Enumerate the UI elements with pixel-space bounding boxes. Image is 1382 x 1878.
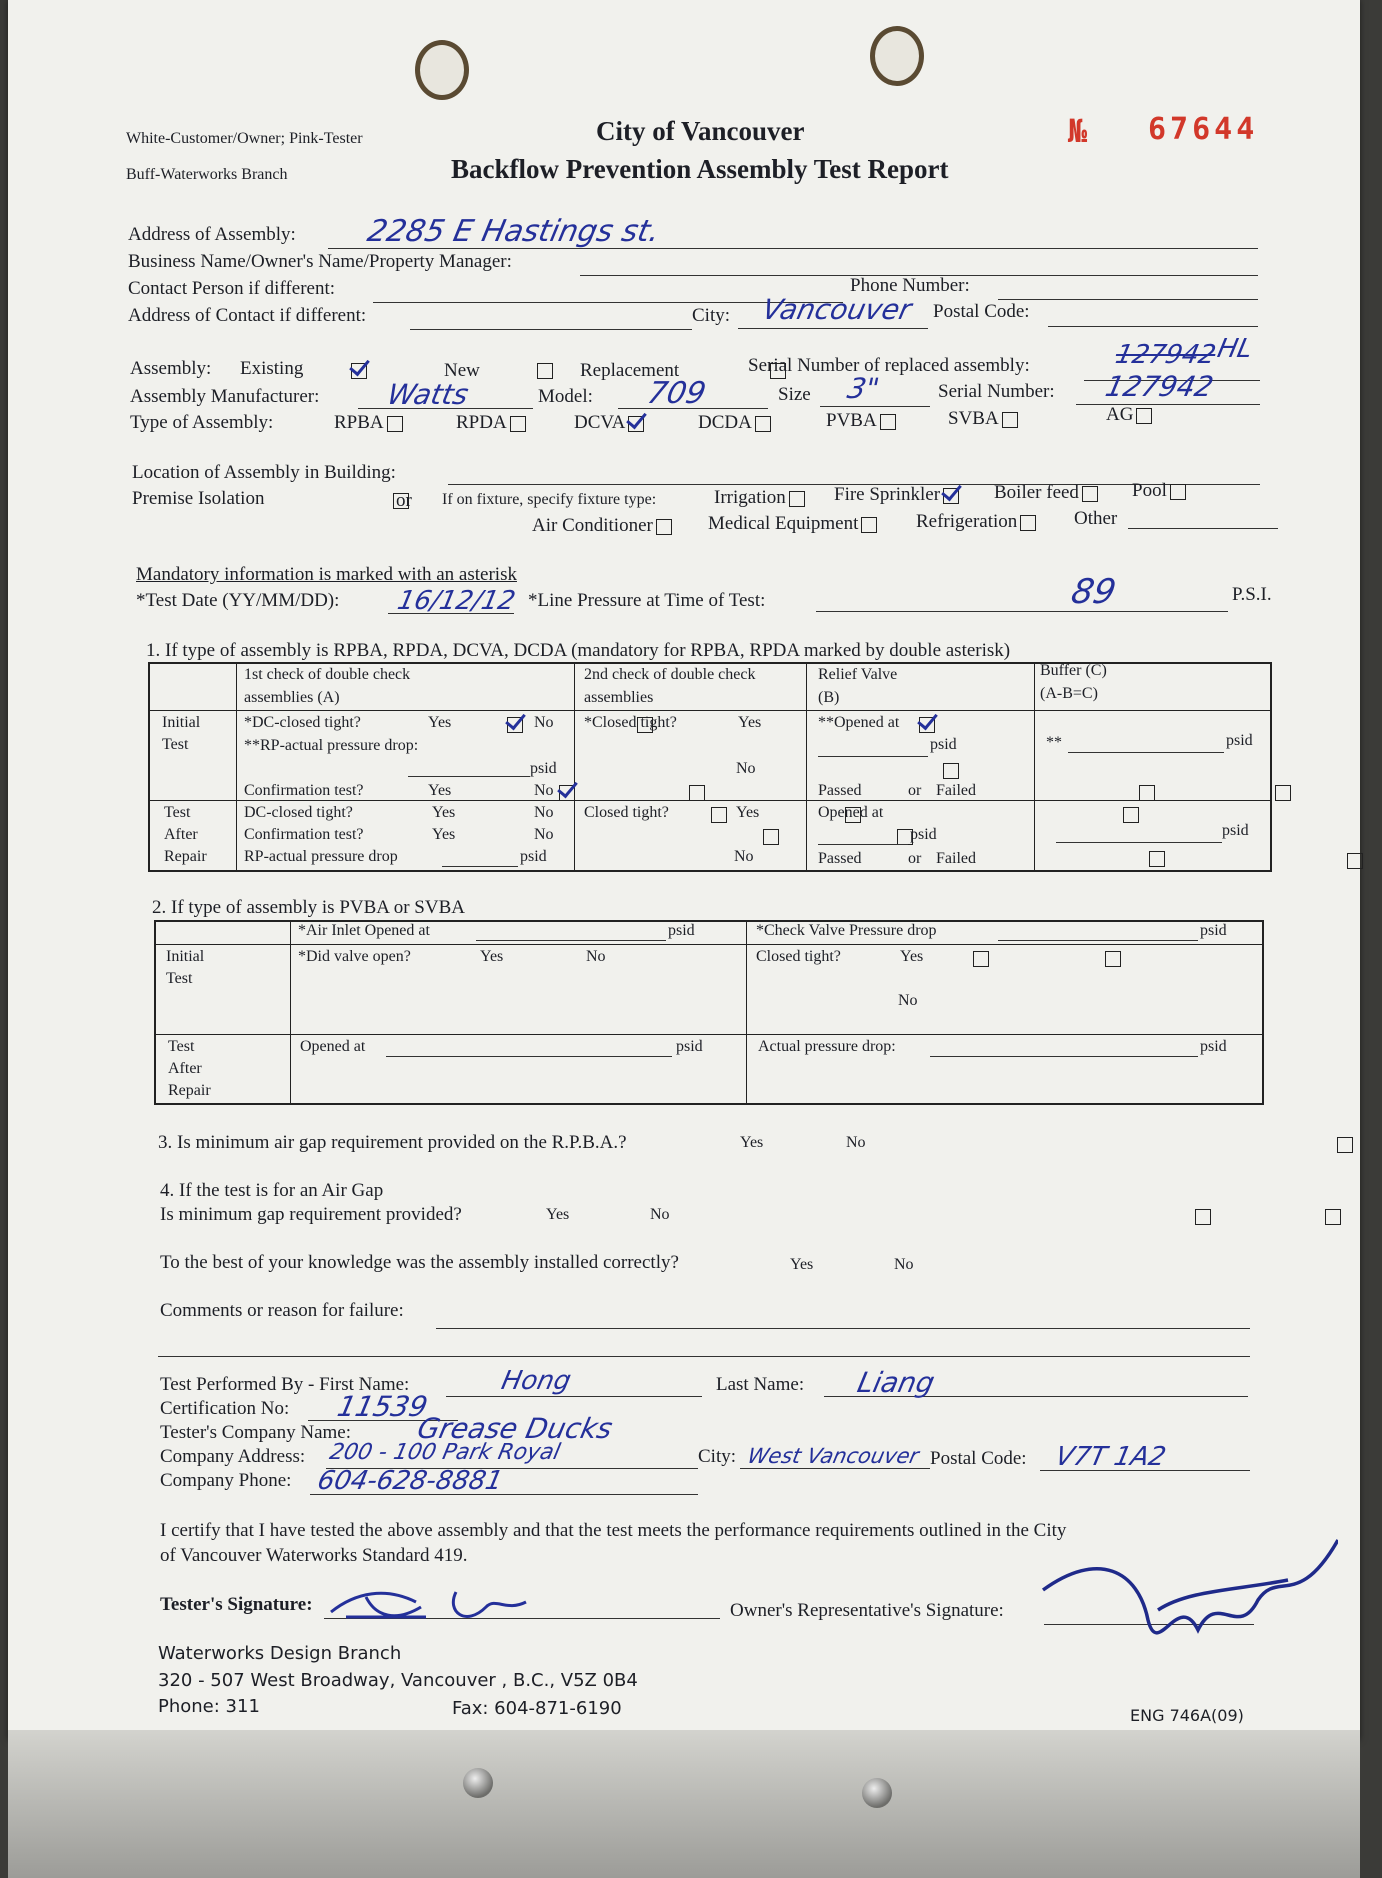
pool-item — [1132, 480, 1189, 502]
other-label: Other — [1074, 508, 1118, 529]
yes-label: Yes — [480, 948, 504, 965]
medical-item — [708, 513, 880, 535]
rp-drop-line[interactable] — [442, 866, 518, 867]
repair-confirm-yes-checkbox[interactable] — [763, 829, 779, 845]
irrigation-item — [714, 487, 808, 509]
table-divider — [746, 920, 747, 1105]
col-a-header: 1st check of double check — [244, 666, 411, 683]
cert-value[interactable]: 11539 — [334, 1390, 431, 1423]
contact-address-label: Address of Contact if different: — [128, 305, 367, 326]
boiler-checkbox[interactable] — [1082, 486, 1098, 502]
type-svba-label: SVBA — [948, 408, 999, 429]
rpda-checkbox[interactable] — [510, 416, 526, 432]
other-line[interactable] — [1128, 528, 1278, 529]
serial-label: Serial Number: — [938, 381, 1055, 402]
passed-checkbox[interactable] — [1139, 785, 1155, 801]
buffer-line[interactable] — [1068, 752, 1224, 753]
serial-value[interactable]: 127942 — [1102, 370, 1217, 403]
rivet — [463, 1768, 493, 1798]
comments-label: Comments or reason for failure: — [160, 1300, 404, 1321]
psid-unit: psid — [668, 922, 695, 939]
report-form — [8, 0, 1360, 1740]
col-d-header: (A-B=C) — [1040, 685, 1098, 702]
psid-unit: psid — [1200, 1038, 1227, 1055]
address-value[interactable]: 2285 E Hastings st. — [364, 214, 663, 249]
table-row-divider — [148, 710, 1272, 711]
line-pressure-value[interactable]: 89 — [1067, 572, 1120, 612]
copies-note: White-Customer/Owner; Pink-Tester — [126, 130, 363, 147]
dc-closed-label: *DC-closed tight? — [244, 714, 361, 731]
serial-line — [1076, 404, 1260, 405]
initial-test-label: Test — [162, 736, 189, 753]
first-name-line — [446, 1396, 702, 1397]
company-name-label: Tester's Company Name: — [160, 1422, 351, 1443]
type-pvba — [826, 410, 899, 432]
confirm-label: Confirmation test? — [244, 826, 364, 843]
installed-question: To the best of your knowledge was the assembly installed correctly? — [160, 1252, 679, 1273]
opened-at-label: **Opened at — [818, 714, 900, 731]
yes-label: Yes — [546, 1206, 570, 1223]
report-title: Backflow Prevention Assembly Test Report — [451, 154, 949, 184]
confirm-yes-checkbox[interactable] — [559, 785, 575, 801]
closed-tight-label: Closed tight? — [756, 948, 841, 965]
did-open-yes-checkbox[interactable] — [973, 951, 989, 967]
test-after-repair-label: Test — [168, 1038, 195, 1055]
repair-closed-yes-checkbox[interactable] — [1123, 807, 1139, 823]
company-address-label: Company Address: — [160, 1446, 306, 1467]
clipboard-edge — [8, 1730, 1360, 1878]
irrigation-checkbox[interactable] — [789, 491, 805, 507]
company-city-value[interactable]: West Vancouver — [745, 1444, 921, 1468]
check-valve-label: *Check Valve Pressure drop — [756, 922, 937, 939]
footer-fax: Fax: 604-871-6190 — [452, 1698, 622, 1719]
no-label: No — [534, 804, 554, 821]
rivet — [862, 1778, 892, 1808]
section2-title: 2. If type of assembly is PVBA or SVBA — [152, 897, 465, 918]
no-label: No — [736, 760, 756, 777]
test-date-label: *Test Date (YY/MM/DD): — [136, 590, 340, 611]
footer-phone: Phone: 311 — [158, 1696, 260, 1717]
no-label: No — [734, 848, 754, 865]
svba-checkbox[interactable] — [1002, 412, 1018, 428]
manufacturer-label: Assembly Manufacturer: — [130, 386, 320, 407]
size-label: Size — [778, 384, 811, 405]
psi-unit: P.S.I. — [1232, 584, 1272, 605]
failed-label: Failed — [936, 782, 976, 799]
postal-line[interactable] — [1048, 326, 1258, 327]
assembly-label: Assembly: — [130, 358, 212, 379]
existing-checkbox[interactable] — [351, 363, 367, 379]
cert-label: Certification No: — [160, 1398, 290, 1419]
yes-label: Yes — [432, 804, 456, 821]
air-inlet-label: *Air Inlet Opened at — [298, 922, 430, 939]
air-item — [532, 515, 675, 537]
boiler-item — [994, 482, 1101, 504]
table-divider — [574, 662, 575, 872]
city-label: City: — [692, 305, 731, 326]
no-label: No — [898, 992, 918, 1009]
opened-at-line[interactable] — [818, 756, 928, 757]
repair-closed-no-checkbox[interactable] — [1149, 851, 1165, 867]
col-c-header: Relief Valve — [818, 666, 898, 683]
opened-at-line[interactable] — [386, 1056, 672, 1057]
type-dcva-label: DCVA — [574, 412, 626, 433]
repair-passed-checkbox[interactable] — [1347, 853, 1363, 869]
type-rpba-label: RPBA — [334, 412, 384, 433]
did-open-label: *Did valve open? — [298, 948, 411, 965]
yes-label: Yes — [736, 804, 760, 821]
tester-signature — [326, 1572, 546, 1632]
city-value[interactable]: Vancouver — [759, 293, 915, 326]
model-value[interactable]: 709 — [644, 376, 709, 411]
table-divider — [290, 920, 291, 1105]
air-checkbox[interactable] — [656, 519, 672, 535]
test-after-repair-label: After — [168, 1060, 202, 1077]
air-inlet-line[interactable] — [476, 940, 666, 941]
type-ag — [1106, 404, 1155, 426]
irrigation-label: Irrigation — [714, 487, 786, 508]
buffer-star: ** — [1046, 734, 1062, 751]
type-dcda — [698, 412, 774, 434]
section3-question: 3. Is minimum air gap requirement provided on the R.P.B.A.? — [158, 1132, 627, 1153]
rp-drop-label: **RP-actual pressure drop: — [244, 737, 419, 754]
opened-at-label: Opened at — [300, 1038, 366, 1055]
line-pressure-line — [816, 611, 1228, 612]
refrigeration-checkbox[interactable] — [1020, 515, 1036, 531]
no-label: No — [846, 1134, 866, 1151]
psid-unit: psid — [910, 826, 937, 843]
opened-at-label: Opened at — [818, 804, 884, 821]
mandatory-note: Mandatory information is marked with an asterisk — [136, 564, 517, 585]
test-after-repair-label: After — [164, 826, 198, 843]
phone-line[interactable] — [998, 299, 1258, 300]
closed-tight-label: *Closed tight? — [584, 714, 677, 731]
no-label: No — [894, 1256, 914, 1273]
location-label: Location of Assembly in Building: — [132, 462, 396, 483]
table-divider — [1034, 662, 1035, 872]
company-city-line — [740, 1468, 930, 1469]
postal-label: Postal Code: — [933, 301, 1030, 322]
fire-checkbox[interactable] — [943, 488, 959, 504]
yes-label: Yes — [738, 714, 762, 731]
business-label: Business Name/Owner's Name/Property Manager: — [128, 251, 512, 272]
dc-closed-yes-checkbox[interactable] — [507, 717, 523, 733]
test-date-value[interactable]: 16/12/12 — [394, 586, 518, 616]
psid-unit: psid — [930, 736, 957, 753]
initial-test-label: Initial — [162, 714, 201, 731]
form-number-label: № — [1068, 112, 1092, 150]
no-label: No — [534, 782, 554, 799]
table-row-divider — [154, 944, 1264, 945]
gap-yes-checkbox[interactable] — [1195, 1209, 1211, 1225]
boiler-label: Boiler feed — [994, 482, 1079, 503]
comments-line[interactable] — [158, 1356, 1250, 1357]
or-label: or — [908, 850, 922, 867]
company-city-label: City: — [698, 1446, 737, 1467]
psid-unit: psid — [1226, 732, 1253, 749]
closed-tight-label: Closed tight? — [584, 804, 669, 821]
fire-label: Fire Sprinkler — [834, 484, 941, 505]
last-name-label: Last Name: — [716, 1374, 805, 1395]
type-pvba-label: PVBA — [826, 410, 877, 431]
repair-dc-yes-checkbox[interactable] — [711, 807, 727, 823]
failed-checkbox[interactable] — [1275, 785, 1291, 801]
test-after-repair-label: Repair — [168, 1082, 211, 1099]
binder-hole — [870, 26, 924, 86]
company-phone-value[interactable]: 604-628-8881 — [314, 1466, 506, 1496]
yes-label: Yes — [740, 1134, 764, 1151]
certify-text: I certify that I have tested the above assembly and that the test meets the performance requirements outlined in the City — [160, 1520, 1067, 1541]
company-address-value[interactable]: 200 - 100 Park Royal — [327, 1440, 563, 1465]
psid-unit: psid — [520, 848, 547, 865]
new-label: New — [444, 360, 480, 381]
psid-unit: psid — [1222, 822, 1249, 839]
section4-question: Is minimum gap requirement provided? — [160, 1204, 462, 1225]
company-phone-label: Company Phone: — [160, 1470, 292, 1491]
type-rpda-label: RPDA — [456, 412, 507, 433]
pool-checkbox[interactable] — [1170, 484, 1186, 500]
medical-checkbox[interactable] — [861, 517, 877, 533]
dcva-checkbox[interactable] — [628, 416, 644, 432]
type-rpba — [334, 412, 406, 434]
tester-signature-label: Tester's Signature: — [160, 1594, 313, 1615]
footer-branch: Waterworks Design Branch — [158, 1643, 402, 1664]
type-dcva — [574, 412, 647, 434]
initial-test-label: Test — [166, 970, 193, 987]
comments-line[interactable] — [436, 1328, 1250, 1329]
airgap-yes-checkbox[interactable] — [1337, 1137, 1353, 1153]
existing-label: Existing — [240, 358, 304, 379]
line-pressure-label: *Line Pressure at Time of Test: — [528, 590, 766, 611]
contact-label: Contact Person if different: — [128, 278, 336, 299]
yes-label: Yes — [428, 714, 452, 731]
contact-address-line[interactable] — [410, 329, 692, 330]
refrigeration-item — [916, 511, 1039, 533]
footer-address: 320 - 507 West Broadway, Vancouver , B.C., V5Z 0B4 — [158, 1670, 638, 1691]
col-a-header: assemblies (A) — [244, 689, 340, 706]
pvba-checkbox[interactable] — [880, 414, 896, 430]
confirm-no-checkbox[interactable] — [689, 785, 705, 801]
confirm-label: Confirmation test? — [244, 782, 364, 799]
city-title: City of Vancouver — [596, 116, 805, 146]
no-label: No — [650, 1206, 670, 1223]
company-postal-label: Postal Code: — [930, 1448, 1027, 1469]
form-number: 67644 — [1148, 112, 1259, 147]
rp-drop-label: RP-actual pressure drop — [244, 848, 398, 865]
owner-signature — [1038, 1530, 1338, 1670]
medical-label: Medical Equipment — [708, 513, 859, 534]
type-label: Type of Assembly: — [130, 412, 274, 433]
type-rpda — [456, 412, 529, 434]
binder-hole — [415, 40, 469, 100]
type-svba — [948, 408, 1021, 430]
no-label: No — [534, 714, 554, 731]
ag-checkbox[interactable] — [1136, 408, 1152, 424]
or-label: or — [908, 782, 922, 799]
table-divider — [236, 662, 237, 872]
actual-drop-label: Actual pressure drop: — [758, 1038, 896, 1055]
table-row-divider — [148, 800, 1272, 801]
form-code: ENG 746A(09) — [1130, 1706, 1244, 1725]
did-open-no-checkbox[interactable] — [1105, 951, 1121, 967]
col-c-header: (B) — [818, 689, 840, 706]
closed-tight-yes-checkbox[interactable] — [919, 717, 935, 733]
certify-text: of Vancouver Waterworks Standard 419. — [160, 1545, 468, 1566]
table-divider — [806, 662, 807, 872]
opened-at-line[interactable] — [818, 844, 908, 845]
initial-test-label: Initial — [166, 948, 205, 965]
yes-label: Yes — [790, 1256, 814, 1273]
manufacturer-value[interactable]: Watts — [384, 378, 472, 411]
first-name-value[interactable]: Hong — [498, 1366, 574, 1396]
closed-tight-no-checkbox[interactable] — [943, 763, 959, 779]
dc-closed-label: DC-closed tight? — [244, 804, 353, 821]
type-ag-label: AG — [1106, 404, 1134, 425]
fire-item — [834, 484, 962, 506]
first-name-label: Test Performed By - First Name: — [160, 1374, 410, 1395]
psid-unit: psid — [1200, 922, 1227, 939]
col-b-header: 2nd check of double check — [584, 666, 756, 683]
yes-label: Yes — [428, 782, 452, 799]
no-label: No — [586, 948, 606, 965]
refrigeration-label: Refrigeration — [916, 511, 1018, 532]
yes-label: Yes — [432, 826, 456, 843]
new-checkbox[interactable] — [537, 363, 553, 379]
col-b-header: assemblies — [584, 689, 654, 706]
company-postal-value[interactable]: V7T 1A2 — [1052, 1442, 1169, 1472]
test-after-repair-label: Test — [164, 804, 191, 821]
test-after-repair-label: Repair — [164, 848, 207, 865]
copies-note: Buff-Waterworks Branch — [126, 166, 288, 183]
model-label: Model: — [538, 386, 593, 407]
serial-replaced-note: HL — [1214, 334, 1256, 364]
passed-label: Passed — [818, 782, 862, 799]
gap-no-checkbox[interactable] — [1325, 1209, 1341, 1225]
company-name-value[interactable]: Grease Ducks — [414, 1412, 616, 1445]
col-d-header: Buffer (C) — [1040, 662, 1107, 679]
rp-drop-line[interactable] — [408, 776, 530, 777]
premise-label: Premise Isolation — [132, 488, 265, 509]
air-label: Air Conditioner — [532, 515, 653, 536]
actual-drop-line[interactable] — [930, 1056, 1198, 1057]
serial-replaced-label: Serial Number of replaced assembly: — [748, 355, 1030, 376]
pool-label: Pool — [1132, 480, 1167, 501]
buffer-line[interactable] — [1056, 842, 1222, 843]
replacement-label: Replacement — [580, 360, 680, 381]
psid-unit: psid — [676, 1038, 703, 1055]
address-label: Address of Assembly: — [128, 224, 296, 245]
rpba-checkbox[interactable] — [387, 416, 403, 432]
dcda-checkbox[interactable] — [755, 416, 771, 432]
passed-label: Passed — [818, 850, 862, 867]
size-value[interactable]: 3" — [844, 372, 883, 405]
fixture-label: If on fixture, specify fixture type: — [442, 491, 657, 508]
city-line — [738, 328, 928, 329]
section1-title: 1. If type of assembly is RPBA, RPDA, DCVA, DCDA (mandatory for RPBA, RPDA marked by double asterisk) — [146, 640, 1011, 661]
size-line — [820, 406, 930, 407]
check-valve-line[interactable] — [998, 940, 1198, 941]
no-label: No — [534, 826, 554, 843]
last-name-value[interactable]: Liang — [854, 1366, 938, 1399]
table-row-divider — [154, 1034, 1264, 1035]
or-label: or — [396, 490, 412, 511]
section4-title: 4. If the test is for an Air Gap — [160, 1180, 384, 1201]
psid-unit: psid — [530, 760, 557, 777]
failed-label: Failed — [936, 850, 976, 867]
phone-label: Phone Number: — [850, 275, 970, 296]
owner-signature-label: Owner's Representative's Signature: — [730, 1600, 1004, 1621]
yes-label: Yes — [900, 948, 924, 965]
type-dcda-label: DCDA — [698, 412, 752, 433]
serial-replaced-value[interactable]: 127942 — [1112, 340, 1219, 370]
